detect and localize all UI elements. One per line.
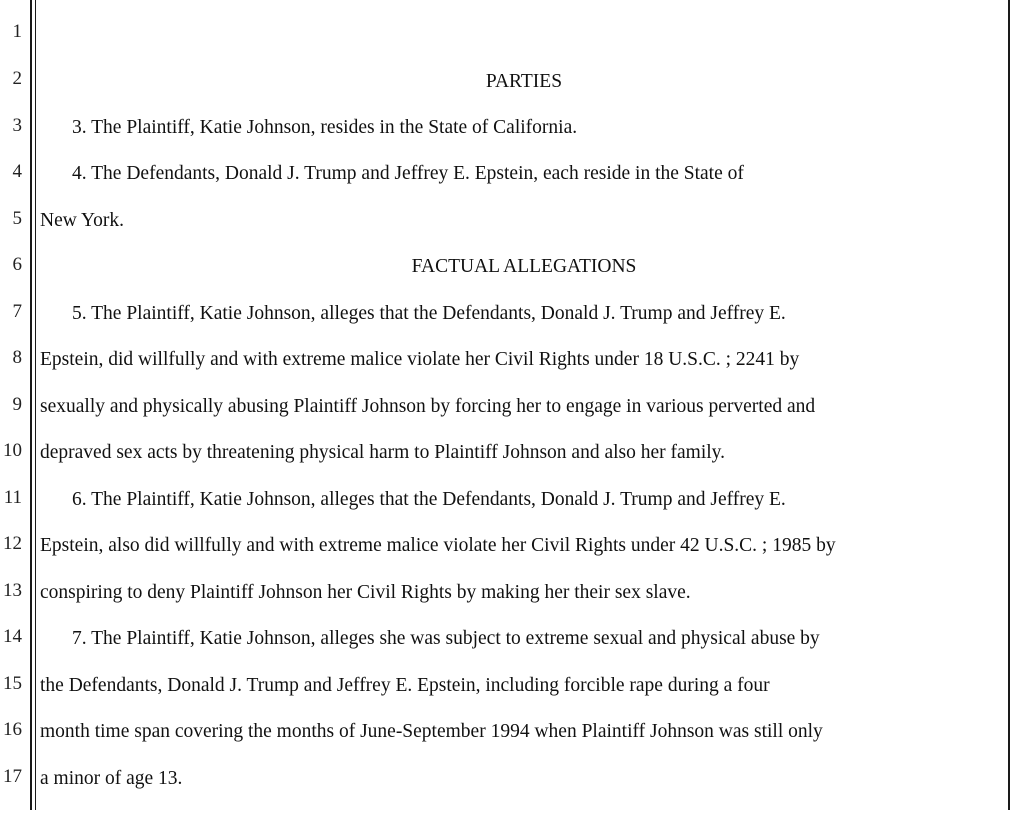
line-number: 12 [3,533,22,554]
line-number: 4 [12,161,22,182]
line-number: 11 [3,487,22,508]
line-number: 6 [12,254,22,275]
paragraph-line: Epstein, did willfully and with extreme malice violate her Civil Rights under 18 U.S.C. ; 2241 by [40,349,800,370]
line-number: 7 [12,301,22,322]
paragraph-line: 6. The Plaintiff, Katie Johnson, alleges that the Defendants, Donald J. Trump and Jeffrey E. [72,489,786,510]
line-number: 14 [3,626,22,647]
paragraph-line: 7. The Plaintiff, Katie Johnson, alleges she was subject to extreme sexual and physical abuse by [72,628,820,649]
line-number: 10 [3,440,22,461]
left-margin-rule-inner [35,0,36,810]
paragraph-line: conspiring to deny Plaintiff Johnson her Civil Rights by making her their sex slave. [40,582,691,603]
line-number: 17 [3,766,22,787]
paragraph-line: month time span covering the months of June-September 1994 when Plaintiff Johnson was still only [40,721,823,742]
line-number: 15 [3,673,22,694]
right-margin-rule [1008,0,1010,810]
paragraph-line: 3. The Plaintiff, Katie Johnson, resides in the State of California. [72,117,578,138]
line-number: 16 [3,719,22,740]
paragraph-line: depraved sex acts by threatening physical harm to Plaintiff Johnson and also her family. [40,442,726,463]
section-heading-factual-allegations: FACTUAL ALLEGATIONS [411,256,637,277]
line-number: 2 [12,68,22,89]
line-number: 5 [12,208,22,229]
line-number: 8 [12,347,22,368]
paragraph-line: Epstein, also did willfully and with extreme malice violate her Civil Rights under 42 U.S.C. ; 1985 by [40,535,836,556]
line-number: 3 [12,115,22,136]
line-number: 1 [12,21,22,42]
paragraph-line: a minor of age 13. [40,768,183,789]
left-margin-rule [30,0,32,810]
line-number: 9 [12,394,22,415]
paragraph-line: the Defendants, Donald J. Trump and Jeffrey E. Epstein, including forcible rape during a four [40,675,770,696]
line-number: 13 [3,580,22,601]
paragraph-line: sexually and physically abusing Plaintiff Johnson by forcing her to engage in various perverted and [40,396,816,417]
paragraph-line: 4. The Defendants, Donald J. Trump and Jeffrey E. Epstein, each reside in the State of [72,163,744,184]
section-heading-parties: PARTIES [485,71,563,92]
paragraph-line: 5. The Plaintiff, Katie Johnson, alleges that the Defendants, Donald J. Trump and Jeffrey E. [72,303,786,324]
paragraph-line: New York. [40,210,124,231]
